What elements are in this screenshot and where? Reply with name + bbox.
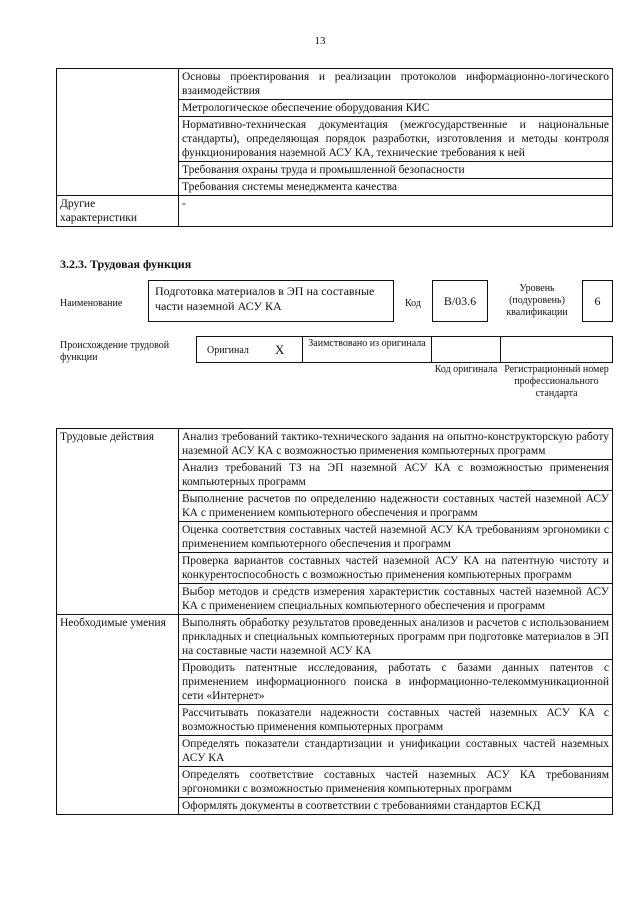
origin-label: Происхождение трудовой функции (60, 340, 170, 363)
level-label: Уровень (подуровень) квалификации (506, 283, 568, 318)
table-row: Требования системы менеджмента качества (179, 179, 613, 196)
table-row: Выбор методов и средств измерения характеристик составных частей наземной АСУ КА с применением специальных компьютерного обеспечения и программ (179, 584, 613, 615)
table-row: Основы проектирования и реализации протоколов информационно-логического взаимодействия (179, 69, 613, 100)
reg-number-caption: Регистрационный номер профессионального стандарта (504, 364, 609, 399)
function-table (56, 428, 613, 815)
table-row: Анализ требований тактико-технического задания на опытно-конструкторскую работу наземной АСУ КА с возможностью применения компьютерных программ (179, 429, 613, 460)
reg-number-cell (500, 336, 613, 363)
section-title: 3.2.3. Трудовая функция (60, 257, 192, 271)
table-row: Нормативно-техническая документация (межгосударственные и национальные стандарты), определяющая порядок разработки, изготовления и методы контроля функционирования наземной АСУ КА, технические требования к ней (179, 117, 613, 162)
original-mark: X (275, 342, 285, 357)
other-characteristics-label: Другие характеристики (57, 196, 179, 227)
table-row: Проверка вариантов составных частей наземной АСУ КА на патентную чистоту и конкурентоспособность с возможностью применения компьютерных программ (179, 553, 613, 584)
knowledge-table (56, 68, 613, 227)
borrowed-cell: Заимствовано из оригинала (302, 336, 432, 363)
code-label: Код (405, 298, 421, 309)
code-original-caption: Код оригинала (434, 364, 498, 375)
table-row: Рассчитывать показатели надежности составных частей наземных АСУ КА с возможностью применения компьютерных программ (179, 705, 613, 736)
page-number: 13 (314, 35, 326, 47)
table-row: Выполнение расчетов по определению надежности составных частей наземной АСУ КА с применением компьютерного обеспечения и программ (179, 491, 613, 522)
level-value-box: 6 (582, 280, 613, 322)
table-row: Оформлять документы в соответствии с требованиями стандартов ЕСКД (179, 798, 613, 815)
table-row: Выполнять обработку результатов проведенных анализов и расчетов с использованием прикладных и специальных компьютерных программ при подготовке материалов в ЭП на составные части наземной АСУ КА (179, 615, 613, 660)
table-row: Оценка соответствия составных частей наземной АСУ КА требованиям эргономики с применением компьютерного обеспечения и программ (179, 522, 613, 553)
function-name-box: Подготовка материалов в ЭП на составные части наземной АСУ КА (148, 280, 394, 322)
table-row: Определять соответствие составных частей наземных АСУ КА требованиям эргономики с возможностью применения компьютерных программ (179, 767, 613, 798)
name-label: Наименование (60, 298, 123, 309)
table-row: Определять показатели стандартизации и унификации составных частей наземных АСУ КА (179, 736, 613, 767)
table-row: Требования охраны труда и промышленной безопасности (179, 162, 613, 179)
original-label: Оригинал (207, 345, 249, 356)
empty-label-cell (57, 69, 179, 196)
actions-label: Трудовые действия (57, 429, 179, 615)
code-value-box: В/03.6 (432, 280, 488, 322)
skills-label: Необходимые умения (57, 615, 179, 815)
origin-original-cell (196, 336, 303, 363)
code-original-cell (431, 336, 501, 363)
table-row: Анализ требований ТЗ на ЭП наземной АСУ КА с возможностью применения компьютерных программ (179, 460, 613, 491)
table-row: Проводить патентные исследования, работать с базами данных патентов с применением информационного поиска в информационно-телекоммуникационной сети «Интернет» (179, 660, 613, 705)
table-row: Метрологическое обеспечение оборудования КИС (179, 100, 613, 117)
other-characteristics-value: - (179, 196, 613, 227)
